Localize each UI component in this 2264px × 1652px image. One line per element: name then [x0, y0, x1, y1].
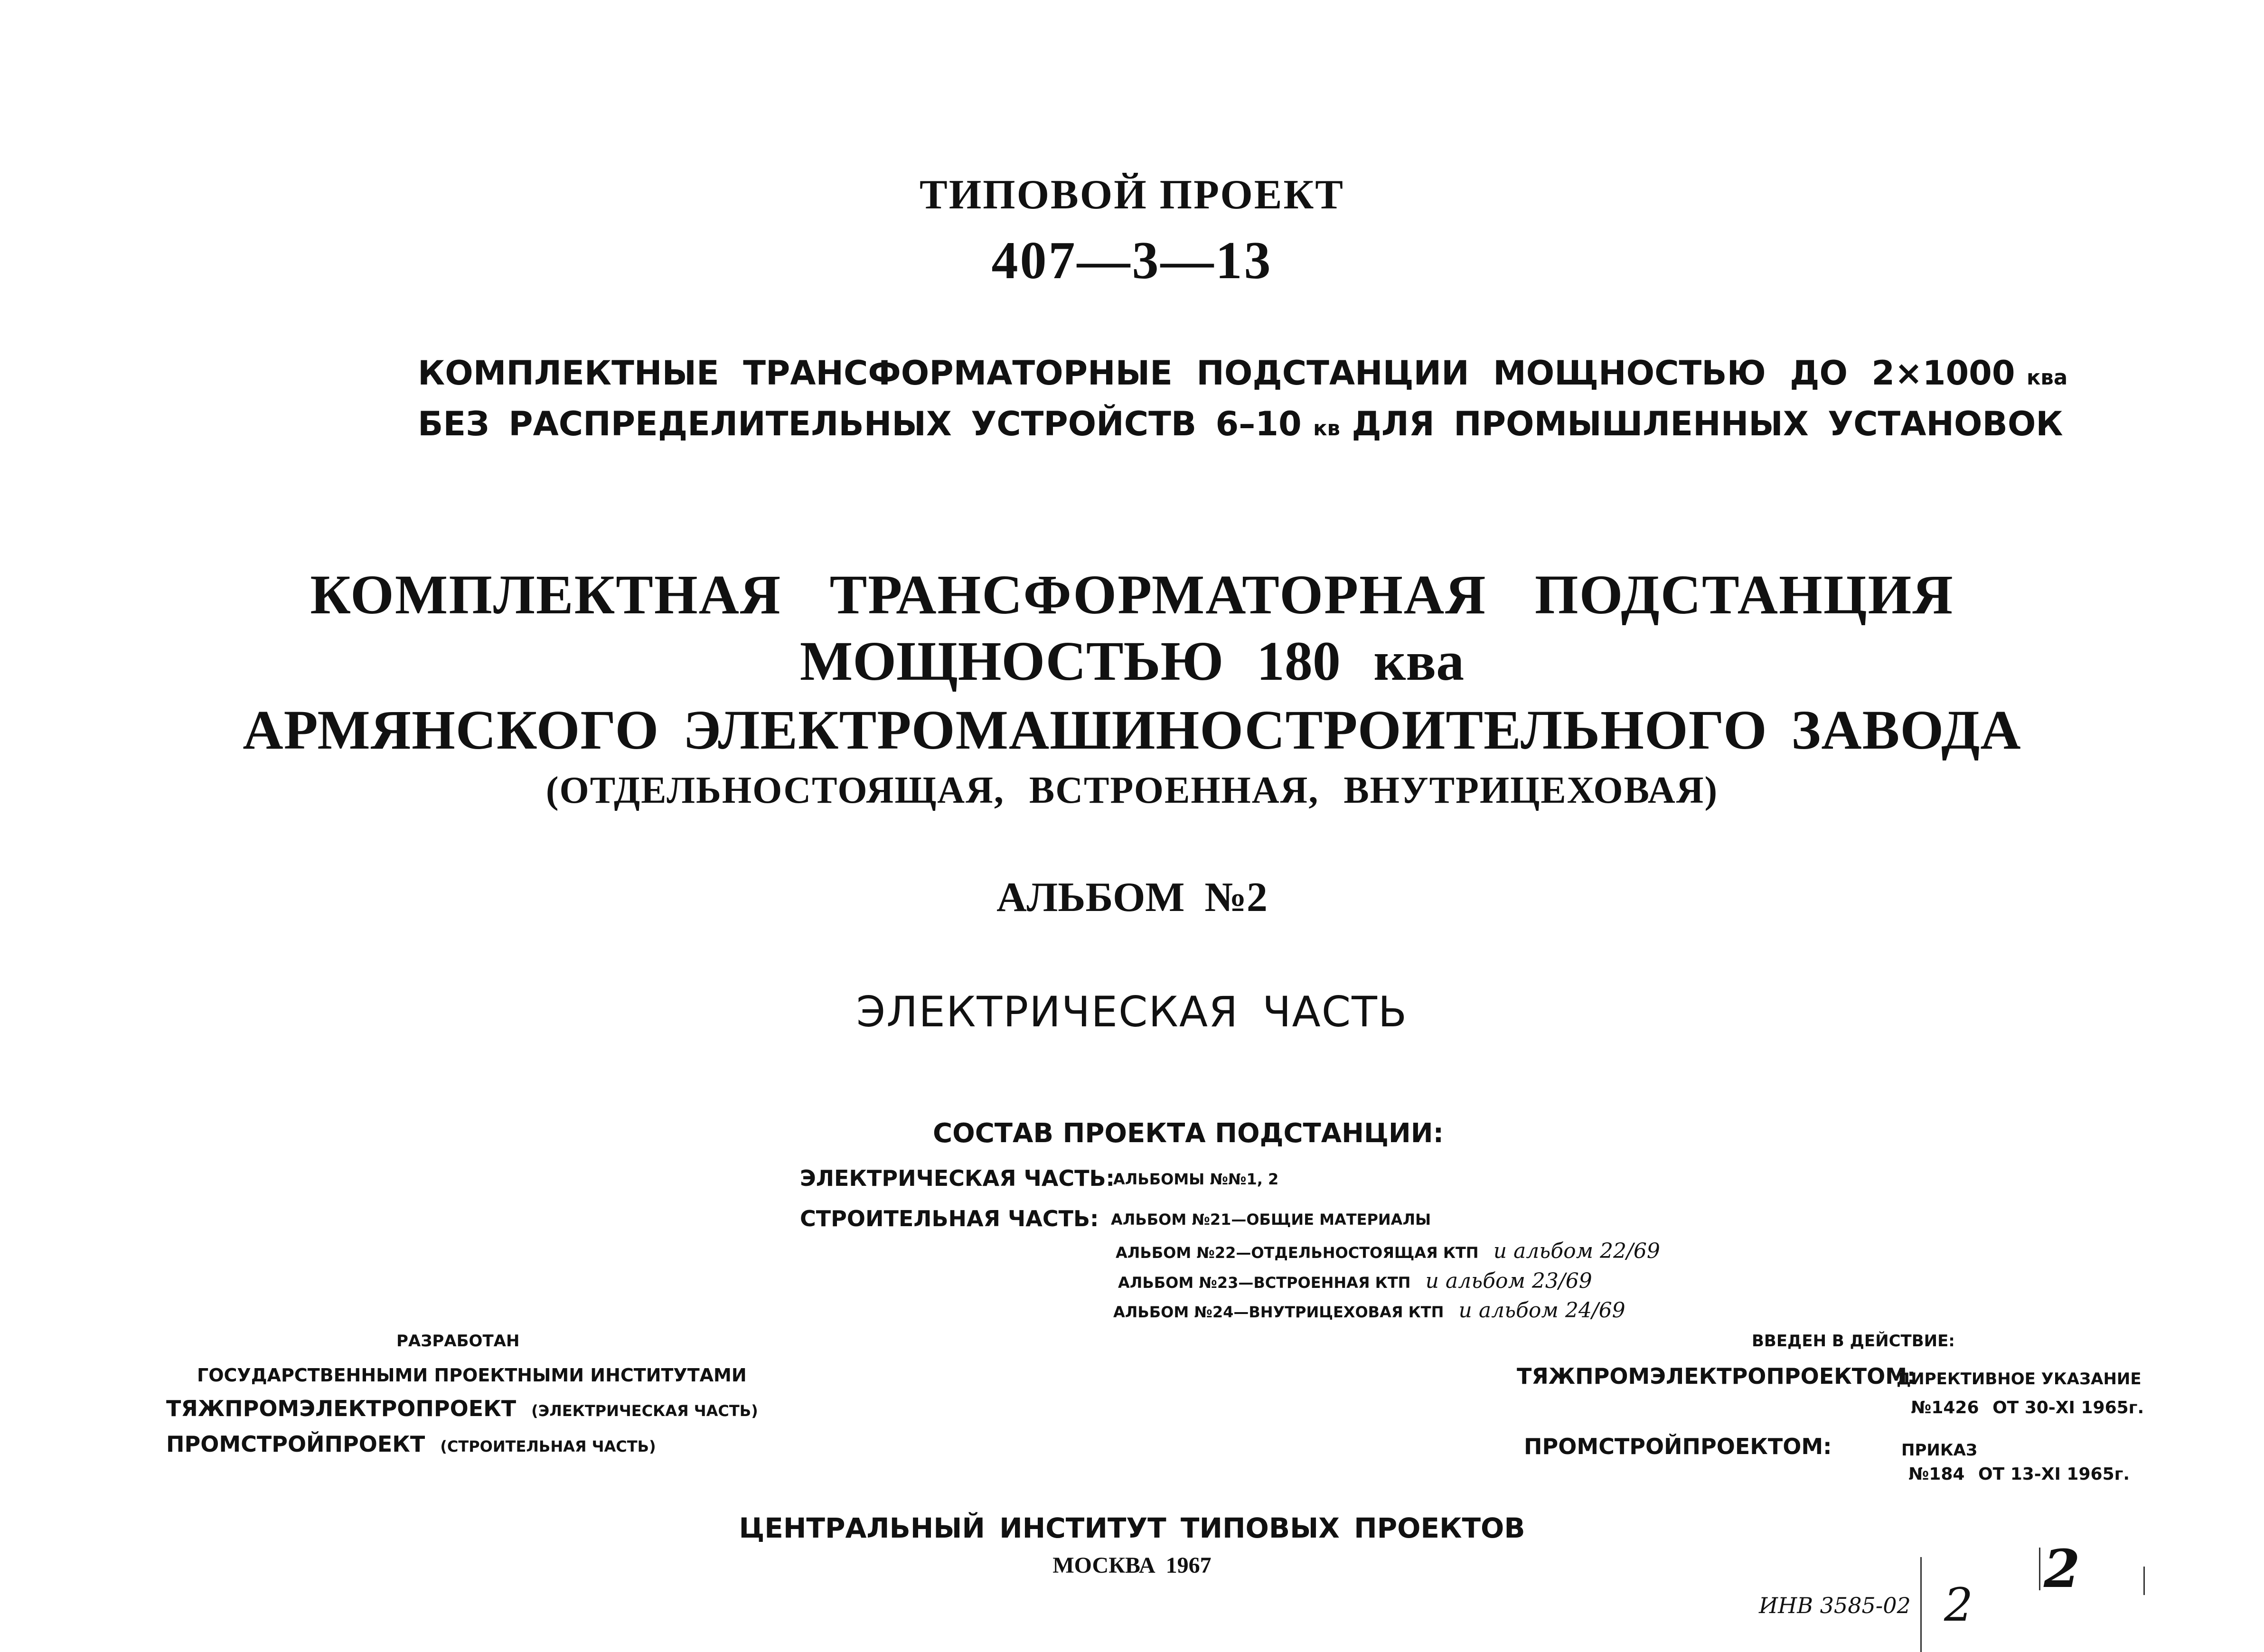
series-line-2 [418, 404, 2063, 443]
developed-org-electrical: ТЯЖПРОМЭЛЕКТРОПРОЕКТ [166, 1396, 517, 1421]
construction-item-handwritten: и альбом 22/69 [1493, 1239, 1660, 1263]
enacted-org-1-ref [1911, 1398, 2144, 1417]
title-line-4: (ОТДЕЛЬНОСТОЯЩАЯ, ВСТРОЕННАЯ, ВНУТРИЦЕХОВАЯ) [545, 770, 1719, 811]
enacted-org-1-doc: ДИРЕКТИВНОЕ УКАЗАНИЕ [1897, 1370, 2142, 1389]
construction-item-text: АЛЬБОМ №21—ОБЩИЕ МАТЕРИАЛЫ [1111, 1211, 1431, 1229]
developed-heading: РАЗРАБОТАН [396, 1332, 520, 1351]
enacted-org-1-date: ОТ 30-XI 1965г. [1992, 1398, 2144, 1417]
project-number: 407—3—13 [991, 231, 1273, 290]
page-number-handwritten: 2 [1944, 1578, 1973, 1632]
developed-org-construction: ПРОМСТРОЙПРОЕКТ [166, 1431, 425, 1457]
series-line-1 [418, 354, 2068, 393]
title-line-1: КОМПЛЕКТНАЯ ТРАНСФОРМАТОРНАЯ ПОДСТАНЦИЯ [310, 563, 1954, 626]
series-line-2-text: БЕЗ РАСПРЕДЕЛИТЕЛЬНЫХ УСТРОЙСТВ 6–10 [418, 404, 1302, 443]
boxed-number-handwritten: 2 [2044, 1538, 2080, 1599]
construction-part-label: СТРОИТЕЛЬНАЯ ЧАСТЬ: [800, 1206, 1099, 1231]
construction-item [1113, 1298, 1625, 1323]
title-line-3: АРМЯНСКОГО ЭЛЕКТРОМАШИНОСТРОИТЕЛЬНОГО ЗАВОДА [243, 699, 2021, 761]
stamp-line [2039, 1548, 2040, 1590]
construction-item-handwritten: и альбом 24/69 [1458, 1298, 1625, 1323]
construction-item [1118, 1269, 1592, 1293]
series-line-1-unit: ква [2026, 366, 2068, 390]
construction-item-text: АЛЬБОМ №23—ВСТРОЕННАЯ КТП [1118, 1274, 1411, 1292]
developed-line-1: ГОСУДАРСТВЕННЫМИ ПРОЕКТНЫМИ ИНСТИТУТАМИ [197, 1365, 747, 1386]
publisher-name: ЦЕНТРАЛЬНЫЙ ИНСТИТУТ ТИПОВЫХ ПРОЕКТОВ [739, 1512, 1525, 1544]
developed-org-construction-note: (СТРОИТЕЛЬНАЯ ЧАСТЬ) [440, 1437, 656, 1455]
construction-item [1116, 1239, 1660, 1263]
stamp-line [2143, 1567, 2145, 1595]
publisher-city-year: МОСКВА 1967 [1052, 1553, 1212, 1578]
developed-org-electrical-note: (ЭЛЕКТРИЧЕСКАЯ ЧАСТЬ) [531, 1402, 758, 1420]
electrical-part-value: АЛЬБОМЫ №№1, 2 [1113, 1170, 1279, 1188]
enacted-org-1: ТЯЖПРОМЭЛЕКТРОПРОЕКТОМ: [1517, 1363, 1916, 1389]
enacted-org-2-ref [1908, 1464, 2130, 1484]
construction-item-handwritten: и альбом 23/69 [1425, 1269, 1592, 1293]
project-type-label: ТИПОВОЙ ПРОЕКТ [920, 172, 1344, 218]
series-line-2-unit: кв [1313, 417, 1340, 441]
enacted-org-2: ПРОМСТРОЙПРОЕКТОМ: [1524, 1434, 1832, 1459]
enacted-heading: ВВЕДЕН В ДЕЙСТВИЕ: [1752, 1332, 1955, 1351]
series-line-1-text: КОМПЛЕКТНЫЕ ТРАНСФОРМАТОРНЫЕ ПОДСТАНЦИИ МОЩНОСТЬЮ ДО 2×1000 [418, 354, 2015, 393]
developed-line-2 [166, 1396, 758, 1421]
enacted-org-2-doc: ПРИКАЗ [1901, 1441, 1978, 1460]
construction-item-text: АЛЬБОМ №22—ОТДЕЛЬНОСТОЯЩАЯ КТП [1116, 1244, 1479, 1262]
title-line-2: МОЩНОСТЬЮ 180 ква [799, 630, 1465, 692]
inventory-number: ИНВ 3585-02 [1759, 1593, 1911, 1618]
part-title: ЭЛЕКТРИЧЕСКАЯ ЧАСТЬ [856, 987, 1408, 1036]
stamp-line [1920, 1557, 1922, 1652]
construction-item [1111, 1211, 1431, 1229]
enacted-org-1-number: №1426 [1911, 1398, 1979, 1417]
electrical-part-label: ЭЛЕКТРИЧЕСКАЯ ЧАСТЬ: [800, 1165, 1115, 1191]
construction-item-text: АЛЬБОМ №24—ВНУТРИЦЕХОВАЯ КТП [1113, 1303, 1444, 1321]
developed-line-3 [166, 1431, 656, 1457]
album-number: АЛЬБОМ №2 [996, 874, 1268, 920]
composition-heading: СОСТАВ ПРОЕКТА ПОДСТАНЦИИ: [933, 1118, 1444, 1149]
series-line-2-tail: ДЛЯ ПРОМЫШЛЕННЫХ УСТАНОВОК [1352, 404, 2063, 443]
enacted-org-2-date: ОТ 13-XI 1965г. [1978, 1464, 2130, 1484]
enacted-org-2-number: №184 [1908, 1464, 1965, 1484]
